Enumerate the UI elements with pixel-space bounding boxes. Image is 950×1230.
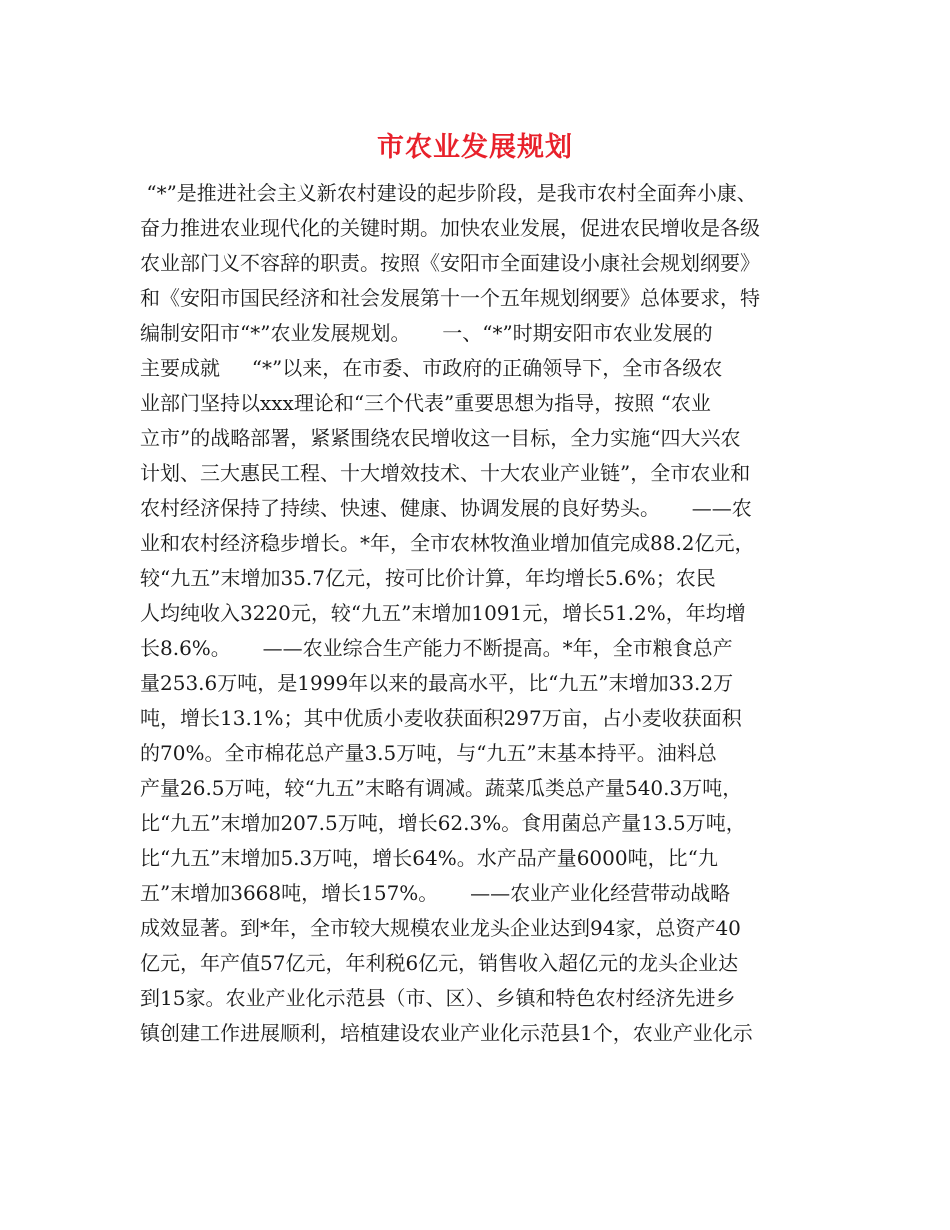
document-body [140,176,820,1051]
body-text-line: 农业部门义不容辞的职责。按照《安阳市全面建设小康社会规划纲要》 [140,251,760,275]
body-text-line: 人均纯收入3220元，较“九五”末增加1091元，增长51.2%，年均增 [140,601,746,625]
body-text-line: 长8.6%。 ——农业综合生产能力不断提高。*年，全市粮食总产 [140,636,733,660]
body-text-line: 奋力推进农业现代化的关键时期。加快农业发展，促进农民增收是各级 [140,216,760,240]
body-text-line: 计划、三大惠民工程、十大增效技术、十大农业产业链”，全市农业和 [140,461,751,485]
body-text-line: 产量26.5万吨，较“九五”末略有调减。蔬菜瓜类总产量540.3万吨， [140,776,743,800]
body-text-line: 镇创建工作进展顺利，培植建设农业产业化示范县1个，农业产业化示 [140,1021,753,1045]
body-text-line: 吨，增长13.1%；其中优质小麦收获面积297万亩，占小麦收获面积 [140,706,742,730]
body-text-line: 量253.6万吨，是1999年以来的最高水平，比“九五”末增加33.2万 [140,671,734,695]
body-text-line: 五”末增加3668吨，增长157%。 ——农业产业化经营带动战略 [140,881,731,905]
body-text-line: 亿元，年产值57亿元，年利税6亿元，销售收入超亿元的龙头企业达 [140,951,739,975]
body-text-line: 业和农村经济稳步增长。*年，全市农林牧渔业增加值完成88.2亿元， [140,531,755,555]
body-text-line: 主要成就 “*”以来，在市委、市政府的正确领导下，全市各级农 [140,356,723,380]
body-text-line: 立市”的战略部署，紧紧围绕农民增收这一目标，全力实施“四大兴农 [140,426,741,450]
body-text-line: 到15家。农业产业化示范县（市、区）、乡镇和特色农村经济先进乡 [140,986,736,1010]
body-text-line: 比“九五”末增加207.5万吨，增长62.3%。食用菌总产量13.5万吨， [140,811,746,835]
body-text-line: 农村经济保持了持续、快速、健康、协调发展的良好势头。 ——农 [140,496,752,520]
body-text-line: 的70%。全市棉花总产量3.5万吨，与“九五”末基本持平。油料总 [140,741,717,765]
body-text-line: 较“九五”末增加35.7亿元，按可比价计算，年均增长5.6%；农民 [140,566,716,590]
body-text-line: 成效显著。到*年，全市较大规模农业龙头企业达到94家，总资产40 [140,916,741,940]
body-text-line: 业部门坚持以xxx理论和“三个代表”重要思想为指导，按照 “农业 [140,391,711,415]
body-text-line: 比“九五”末增加5.3万吨，增长64%。水产品产量6000吨，比“九 [140,846,718,870]
body-text-line: 编制安阳市“*”农业发展规划。 一、“*”时期安阳市农业发展的 [140,321,713,345]
body-text-line: 和《安阳市国民经济和社会发展第十一个五年规划纲要》总体要求，特 [140,286,760,310]
document-title: 市农业发展规划 [377,132,573,163]
body-text-line: “*”是推进社会主义新农村建设的起步阶段，是我市农村全面奔小康、 [140,181,757,205]
